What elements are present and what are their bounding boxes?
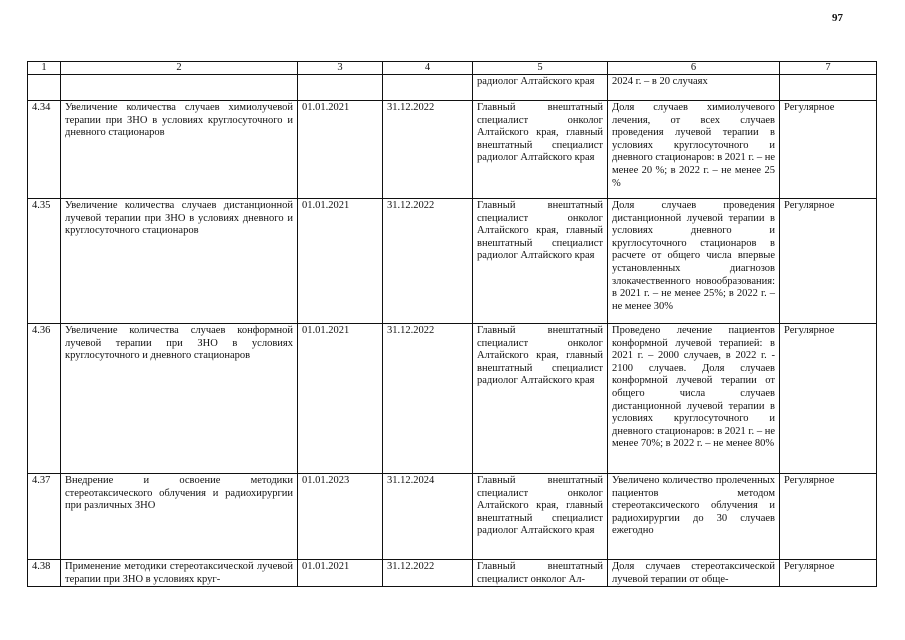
periodicity: Регулярное xyxy=(780,324,877,474)
periodicity: Регулярное xyxy=(780,560,877,587)
table-row xyxy=(28,560,877,587)
header-row xyxy=(28,62,877,75)
measure-title: Применение методики стереотаксической лучевой терапии при ЗНО в условиях круг- xyxy=(61,560,298,587)
start-date: 01.01.2021 xyxy=(298,560,383,587)
measure-title xyxy=(61,75,298,101)
responsible: Главный внештатный специалист онколог Алтайского края, главный внештатный специалист радиолог Алтайского края xyxy=(473,474,608,560)
start-date: 01.01.2021 xyxy=(298,199,383,324)
header-cell: 7 xyxy=(780,62,877,75)
table-row xyxy=(28,75,877,101)
end-date: 31.12.2022 xyxy=(383,560,473,587)
table-row xyxy=(28,474,877,560)
periodicity xyxy=(780,75,877,101)
indicator: 2024 г. – в 20 случаях xyxy=(608,75,780,101)
table-row xyxy=(28,199,877,324)
periodicity: Регулярное xyxy=(780,101,877,199)
item-number xyxy=(28,75,61,101)
header-cell: 1 xyxy=(28,62,61,75)
item-number: 4.38 xyxy=(28,560,61,587)
start-date xyxy=(298,75,383,101)
indicator: Доля случаев химиолучевого лечения, от всех случаев проведения лучевой терапии в условиях круглосуточного и дневного стационаров: в 2021 г. – не менее 20 %; в 2022 г. – не менее 25 % xyxy=(608,101,780,199)
header-cell: 6 xyxy=(608,62,780,75)
end-date: 31.12.2022 xyxy=(383,324,473,474)
end-date xyxy=(383,75,473,101)
indicator: Доля случаев стереотаксической лучевой терапии от обще- xyxy=(608,560,780,587)
end-date: 31.12.2022 xyxy=(383,199,473,324)
item-number: 4.37 xyxy=(28,474,61,560)
header-cell: 2 xyxy=(61,62,298,75)
measure-title: Внедрение и освоение методики стереотаксического облучения и радиохирургии при различных ЗНО xyxy=(61,474,298,560)
item-number: 4.34 xyxy=(28,101,61,199)
header-cell: 4 xyxy=(383,62,473,75)
header-cell: 3 xyxy=(298,62,383,75)
table-row xyxy=(28,324,877,474)
responsible: Главный внештатный специалист онколог Алтайского края, главный внештатный специалист радиолог Алтайского края xyxy=(473,324,608,474)
measure-title: Увеличение количества случаев химиолучевой терапии при ЗНО в условиях круглосуточного и дневного стационаров xyxy=(61,101,298,199)
indicator: Увеличено количество пролеченных пациентов методом стереотаксического облучения и радиохирургии до 30 случаев ежегодно xyxy=(608,474,780,560)
start-date: 01.01.2021 xyxy=(298,324,383,474)
start-date: 01.01.2021 xyxy=(298,101,383,199)
measures-table xyxy=(27,61,877,587)
responsible: Главный внештатный специалист онколог Ал- xyxy=(473,560,608,587)
indicator: Доля случаев проведения дистанционной лучевой терапии в условиях дневного и круглосуточного стационаров в расчете от общего числа впервые установленных диагнозов злокачественного новообразования: в 2021 г. – не менее 25%; в 2022 г. – не менее 30% xyxy=(608,199,780,324)
measure-title: Увеличение количества случаев конформной лучевой терапии при ЗНО в условиях круглосуточного и дневного стационаров xyxy=(61,324,298,474)
page-number: 97 xyxy=(832,12,843,24)
indicator: Проведено лечение пациентов конформной лучевой терапией: в 2021 г. – 2000 случаев, в 2022 г. - 2100 случаев. Доля случаев конформной лучевой терапии от общего числа случаев дистанционной лучевой терапии в условиях круглосуточного и дневного стационаров: в 2021 г. – не менее 70%; в 2022 г. – не менее 80% xyxy=(608,324,780,474)
item-number: 4.35 xyxy=(28,199,61,324)
periodicity: Регулярное xyxy=(780,474,877,560)
end-date: 31.12.2024 xyxy=(383,474,473,560)
responsible: радиолог Алтайского края xyxy=(473,75,608,101)
responsible: Главный внештатный специалист онколог Алтайского края, главный внештатный специалист радиолог Алтайского края xyxy=(473,199,608,324)
table-row xyxy=(28,101,877,199)
header-cell: 5 xyxy=(473,62,608,75)
periodicity: Регулярное xyxy=(780,199,877,324)
start-date: 01.01.2023 xyxy=(298,474,383,560)
responsible: Главный внештатный специалист онколог Алтайского края, главный внештатный специалист радиолог Алтайского края xyxy=(473,101,608,199)
measure-title: Увеличение количества случаев дистанционной лучевой терапии при ЗНО в условиях дневного и круглосуточного стационаров xyxy=(61,199,298,324)
end-date: 31.12.2022 xyxy=(383,101,473,199)
item-number: 4.36 xyxy=(28,324,61,474)
